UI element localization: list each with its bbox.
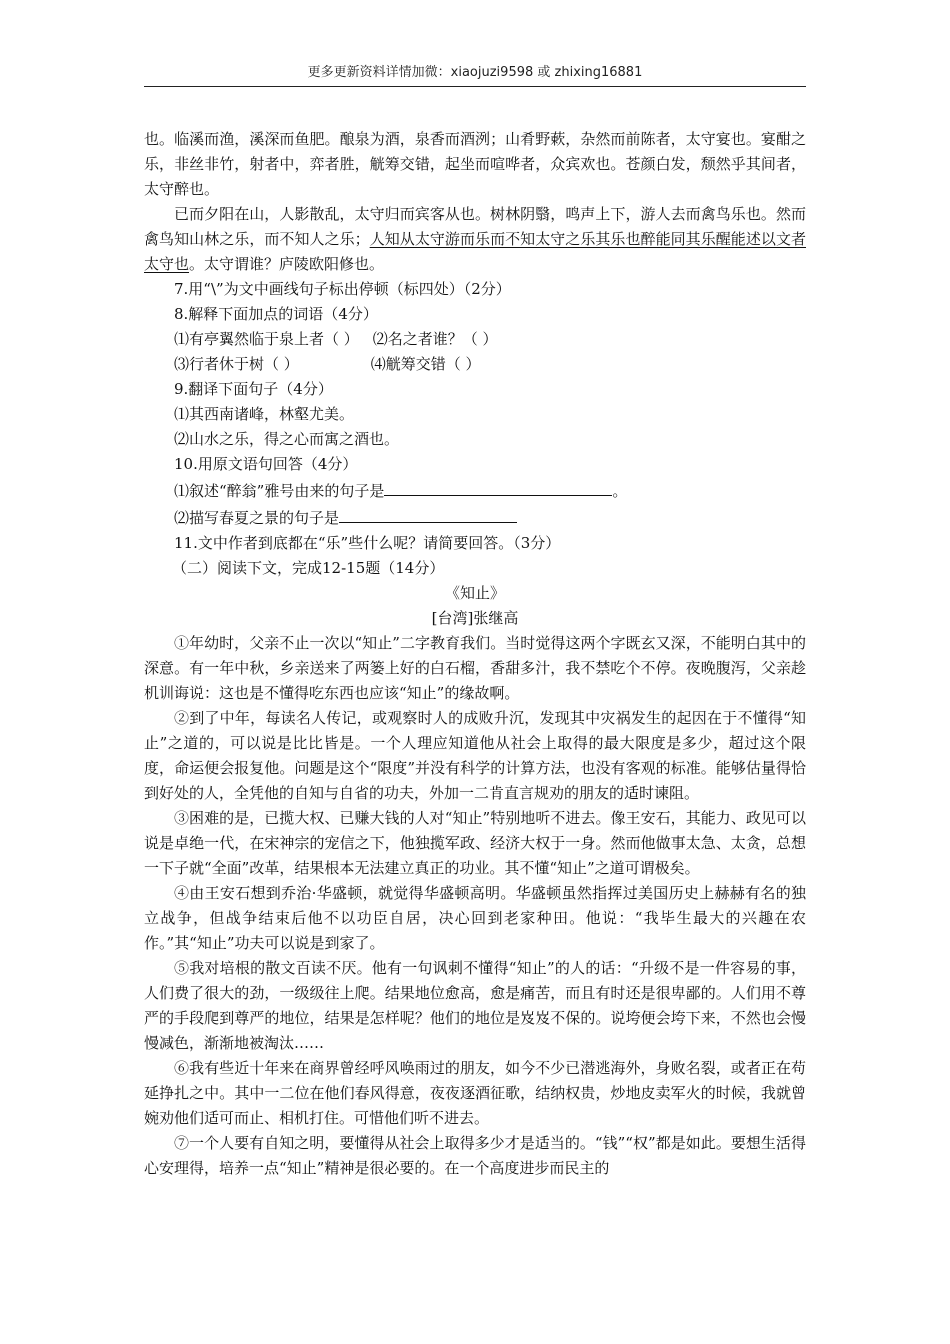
question-10-item-2 [144, 504, 806, 531]
article-paragraph-4: ④由王安石想到乔治·华盛顿，就觉得华盛顿高明。华盛顿虽然指挥过美国历史上赫赫有名的独立战争，但战争结束后他不以功臣自居，决心回到老家种田。他说：“我毕生最大的兴趣在农作。”其“知止”功夫可以说是到家了。 [144, 884, 806, 952]
question-10-item-1-end: 。 [612, 482, 628, 500]
article-paragraph-3: ③困难的是，已揽大权、已赚大钱的人对“知止”特别地听不进去。像王安石，其能力、政见可以说是卓绝一代，在宋神宗的宠信之下，他独揽军政、经济大权于一身。然而他做事太急、太贪，总想一下子就“全面”改革，结果根本无法建立真正的功业。其不懂“知止”之道可谓极矣。 [144, 809, 806, 877]
page-header: 更多更新资料详情加微：xiaojuzi9598 或 zhixing16881 [307, 65, 643, 80]
question-8-item-1: ⑴有亭翼然临于泉上者（ ） [174, 330, 359, 348]
question-8-item-2: ⑵名之者谁？（ ） [372, 330, 498, 348]
question-8-row-2 [144, 352, 806, 377]
question-9-item-1: ⑴其西南诸峰，林壑尤美。 [174, 405, 355, 423]
article-paragraph-1: ①年幼时，父亲不止一次以“知止”二字教育我们。当时觉得这两个字既玄又深，不能明白其中的深意。有一年中秋，乡亲送来了两篓上好的白石榴，香甜多汁，我不禁吃个不停。夜晚腹泻，父亲趁机训诲说：这也是不懂得吃东西也应该“知止”的缘故啊。 [144, 634, 806, 702]
question-10-item-1-text: ⑴叙述“醉翁”雅号由来的句子是 [174, 482, 385, 500]
article-author: [台湾]张继高 [431, 609, 519, 627]
article-paragraph-5: ⑤我对培根的散文百读不厌。他有一句讽刺不懂得“知止”的人的话：“升级不是一件容易的事，人们费了很大的劲，一级级往上爬。结果地位愈高，愈是痛苦，而且有时还是很卑鄙的。人们用不尊严的手段爬到尊严的地位，结果是怎样呢？他们的地位是岌岌不保的。说垮便会垮下来，不然也会慢慢减色，渐渐地被淘汰…… [144, 959, 806, 1052]
passage-paragraph-1: 也。临溪而渔，溪深而鱼肥。酿泉为酒，泉香而酒洌；山肴野蔌，杂然而前陈者，太守宴也。宴酣之乐，非丝非竹，射者中，弈者胜，觥筹交错，起坐而喧哗者，众宾欢也。苍颜白发，颓然乎其间者，太守醉也。 [144, 130, 806, 198]
article-paragraph-2: ②到了中年，每读名人传记，或观察时人的成败升沉，发现其中灾祸发生的起因在于不懂得“知止”之道的，可以说是比比皆是。一个人理应知道他从社会上取得的最大限度是多少，超过这个限度，命运便会报复他。问题是这个“限度”并没有科学的计算方法，也没有客观的标准。能够估量得恰到好处的人，全凭他的自知与自省的功夫，外加一二肯直言规劝的朋友的适时谏阻。 [144, 709, 806, 802]
section-2-heading: （二）阅读下文，完成12-15题（14分） [172, 559, 445, 577]
question-9: 9.翻译下面句子（4分） [174, 380, 333, 398]
answer-blank[interactable] [339, 504, 517, 523]
question-10-item-1 [144, 477, 806, 504]
article-title: 《知止》 [444, 584, 505, 602]
question-10: 10.用原文语句回答（4分） [174, 455, 358, 473]
passage-paragraph-2 [144, 202, 806, 277]
passage-text: 已而夕阳在山，人影散乱，太守归而宾客从也。树林阴翳，鸣声上下，游人去而禽鸟乐也。然而禽鸟知山林之乐，而不知人之乐； [144, 205, 806, 248]
question-8: 8.解释下面加点的词语（4分） [174, 305, 378, 323]
article-paragraph-6: ⑥我有些近十年来在商界曾经呼风唤雨过的朋友，如今不少已潜逃海外，身败名裂，或者正在苟延挣扎之中。其中一二位在他们春风得意，夜夜逐酒征歌，结纳权贵，炒地皮卖军火的时候，我就曾婉劝他们适可而止、相机打住。可惜他们听不进去。 [144, 1059, 806, 1127]
document-body [144, 127, 806, 1181]
question-7: 7.用“\”为文中画线句子标出停顿（标四处）（2分） [174, 280, 511, 298]
question-8-item-3: ⑶行者休于树（ ） [174, 355, 299, 373]
header-divider [144, 86, 806, 87]
passage-text: 。太守谓谁？庐陵欧阳修也。 [189, 255, 385, 273]
question-9-item-2: ⑵山水之乐，得之心而寓之酒也。 [174, 430, 400, 448]
question-8-item-4: ⑷觥筹交错（ ） [370, 355, 481, 373]
underlined-sentence: 人知从太守游而乐而不知太守之乐其乐也醉能同其乐醒能述以文者太守也 [144, 230, 806, 273]
question-11: 11.文中作者到底都在“乐”些什么呢？请简要回答。（3分） [174, 534, 561, 552]
article-paragraph-7: ⑦一个人要有自知之明，要懂得从社会上取得多少才是适当的。“钱”“权”都是如此。要想生活得心安理得，培养一点“知止”精神是很必要的。在一个高度进步而民主的 [144, 1134, 806, 1177]
question-10-item-2-text: ⑵描写春夏之景的句子是 [174, 509, 340, 527]
answer-blank[interactable] [384, 477, 612, 496]
question-8-row-1 [144, 327, 806, 352]
